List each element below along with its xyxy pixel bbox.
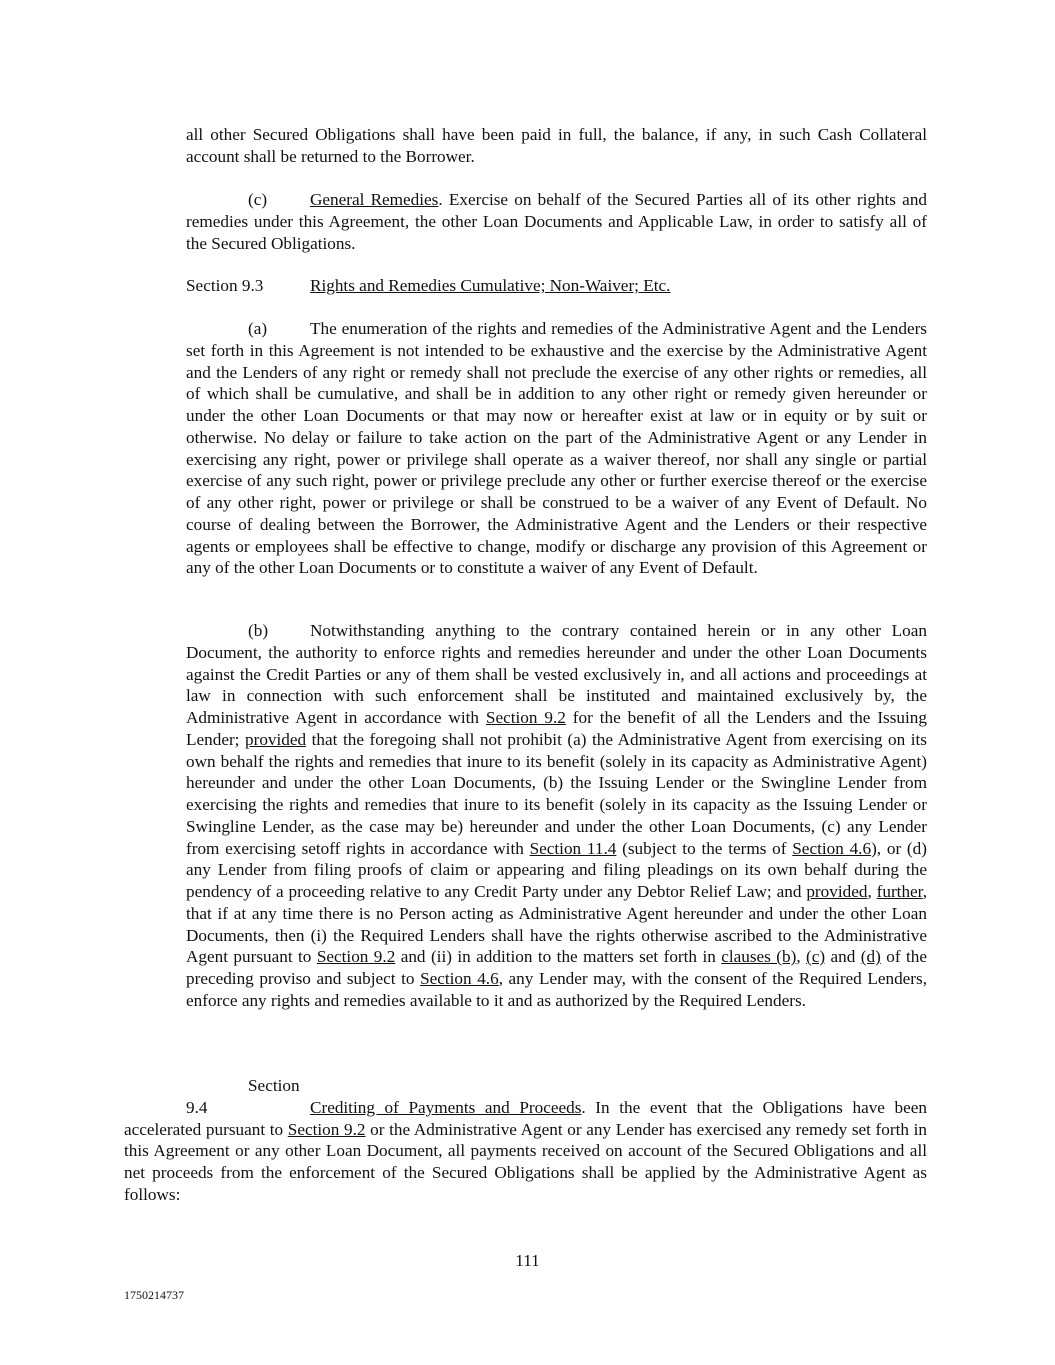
cross-reference: (c): [806, 947, 826, 967]
cross-reference: Section 11.4: [529, 838, 617, 858]
cross-reference: (d): [860, 947, 881, 967]
para-text: ,: [867, 882, 877, 901]
cross-reference: Section 9.2: [485, 708, 566, 727]
para-text: , any Lender may, with the consent of the Required Lenders, enforce any rights and remedies available to it and as authorized by the Required Lenders.: [186, 969, 927, 1010]
para-c: [186, 189, 927, 254]
cross-reference: Section 4.6: [420, 969, 499, 988]
para-c-text: . Exercise on behalf of the Secured Parties all of its other rights and remedies under this Agreement, the other Loan Documents and Applicable Law, in order to satisfy all of the Secured Obligations.: [186, 190, 928, 253]
para-text: and (ii) in addition to the matters set forth in: [395, 947, 722, 967]
section-9-4-paragraph: [124, 1075, 927, 1206]
defined-term: further: [876, 882, 923, 901]
para-text: of the preceding proviso and subject to: [186, 947, 927, 988]
document-id: 1750214737: [124, 1288, 184, 1302]
defined-term: provided: [806, 882, 868, 901]
section-9-4-number: Section 9.4: [186, 1076, 300, 1117]
para-9-3-a-text: The enumeration of the rights and remedies of the Administrative Agent and the Lenders set forth in this Agreement is not intended to be exhaustive and the exercise by the Administrative Agent and the Lenders of any right or remedy shall not preclude the exercise of any other rights or remedies, all of which shall be cumulative, and shall be in addition to any other right or remedy given hereunder or under the other Loan Documents or that may now or hereafter exist at law or in equity or by suit or otherwise. No delay or failure to take action on the part of the Administrative Agent or any Lender in exercising any right, power or privilege shall operate as a waiver thereof, nor shall any single or partial exercise of any such right, power or privilege preclude any other or further exercise thereof or the exercise of any other right, power or privilege or shall be construed to be a waiver of any Event of Default. No course of dealing between the Borrower, the Administrative Agent and the Lenders or their respective agents or employees shall be effective to change, modify or discharge any provision of this Agreement or any of the other Loan Documents or to constitute a waiver of any Event of Default.: [186, 319, 927, 578]
para-text: for the benefit of all the Lenders and the Issuing Lender;: [186, 708, 927, 749]
para-9-3-b-label: (b): [248, 621, 269, 640]
cross-reference: Section 9.2: [287, 1119, 366, 1139]
cross-reference: clauses (b): [721, 947, 797, 967]
para-text: (subject to the terms of: [616, 838, 793, 858]
section-9-3-number: Section 9.3: [186, 276, 264, 295]
para-9-3-b: [186, 620, 927, 1012]
para-text: Notwithstanding anything to the contrary contained herein or in any other Loan Document, the authority to enforce rights and remedies hereunder and under the other Loan Documents against the Credit Parties or any of them shall be vested exclusively in, and all actions and proceedings at law in connection with such enforcement shall be instituted and maintained exclusively by, the Administrative Agent in accordance with: [186, 621, 927, 727]
para-text: ,: [796, 947, 807, 967]
para-c-label: (c): [248, 190, 268, 209]
section-9-3-heading: [186, 275, 927, 297]
defined-term: provided: [245, 729, 307, 749]
section-9-4-title: Crediting of Payments and Proceeds: [310, 1097, 582, 1117]
section-9-3-title: Rights and Remedies Cumulative; Non-Waiver; Etc.: [310, 276, 671, 295]
para-text: and: [825, 947, 861, 967]
para-text: that the foregoing shall not prohibit (a) the Administrative Agent from exercising on its own behalf the rights and remedies that inure to its benefit (solely in its capacity as Administrative Agent) hereunder and under the other Loan Documents, (b) the Issuing Lender or the Swingline Lender from exercising the rights and remedies that inure to its benefit (solely in its capacity as the Issuing Lender or Swingline Lender, as the case may be) hereunder and under the other Loan Documents, (c) any Lender from exercising setoff rights in accordance with: [186, 729, 927, 858]
para-text: or the Administrative Agent or any Lender has exercised any remedy set forth in this Agreement or any other Loan Document, all payments received on account of the Secured Obligations and all net proceeds from the enforcement of the Secured Obligations shall be applied by the Administrative Agent as follows:: [124, 1119, 927, 1204]
top-paragraph-text: all other Secured Obligations shall have been paid in full, the balance, if any, in such Cash Collateral account shall be returned to the Borrower.: [186, 125, 927, 166]
page-number: 111: [515, 1251, 540, 1270]
cross-reference: Section 9.2: [316, 947, 396, 967]
cross-reference: Section 4.6: [792, 838, 872, 858]
para-9-3-a: [186, 318, 927, 579]
para-c-heading: General Remedies: [310, 190, 439, 209]
top-paragraph: [186, 124, 927, 168]
para-text: . In the event that the Obligations have been accelerated pursuant to: [124, 1097, 927, 1139]
para-9-3-a-label: (a): [248, 319, 268, 338]
para-text: ), or (d) any Lender from filing proofs of claim or appearing and filing pleadings on its own behalf during the pendency of a proceeding relative to any Credit Party under any Debtor Relief Law; and: [186, 838, 927, 901]
para-text: , that if at any time there is no Person acting as Administrative Agent hereunder and under the other Loan Documents, then (i) the Required Lenders shall have the rights otherwise ascribed to the Administrative Agent pursuant to: [186, 882, 928, 967]
